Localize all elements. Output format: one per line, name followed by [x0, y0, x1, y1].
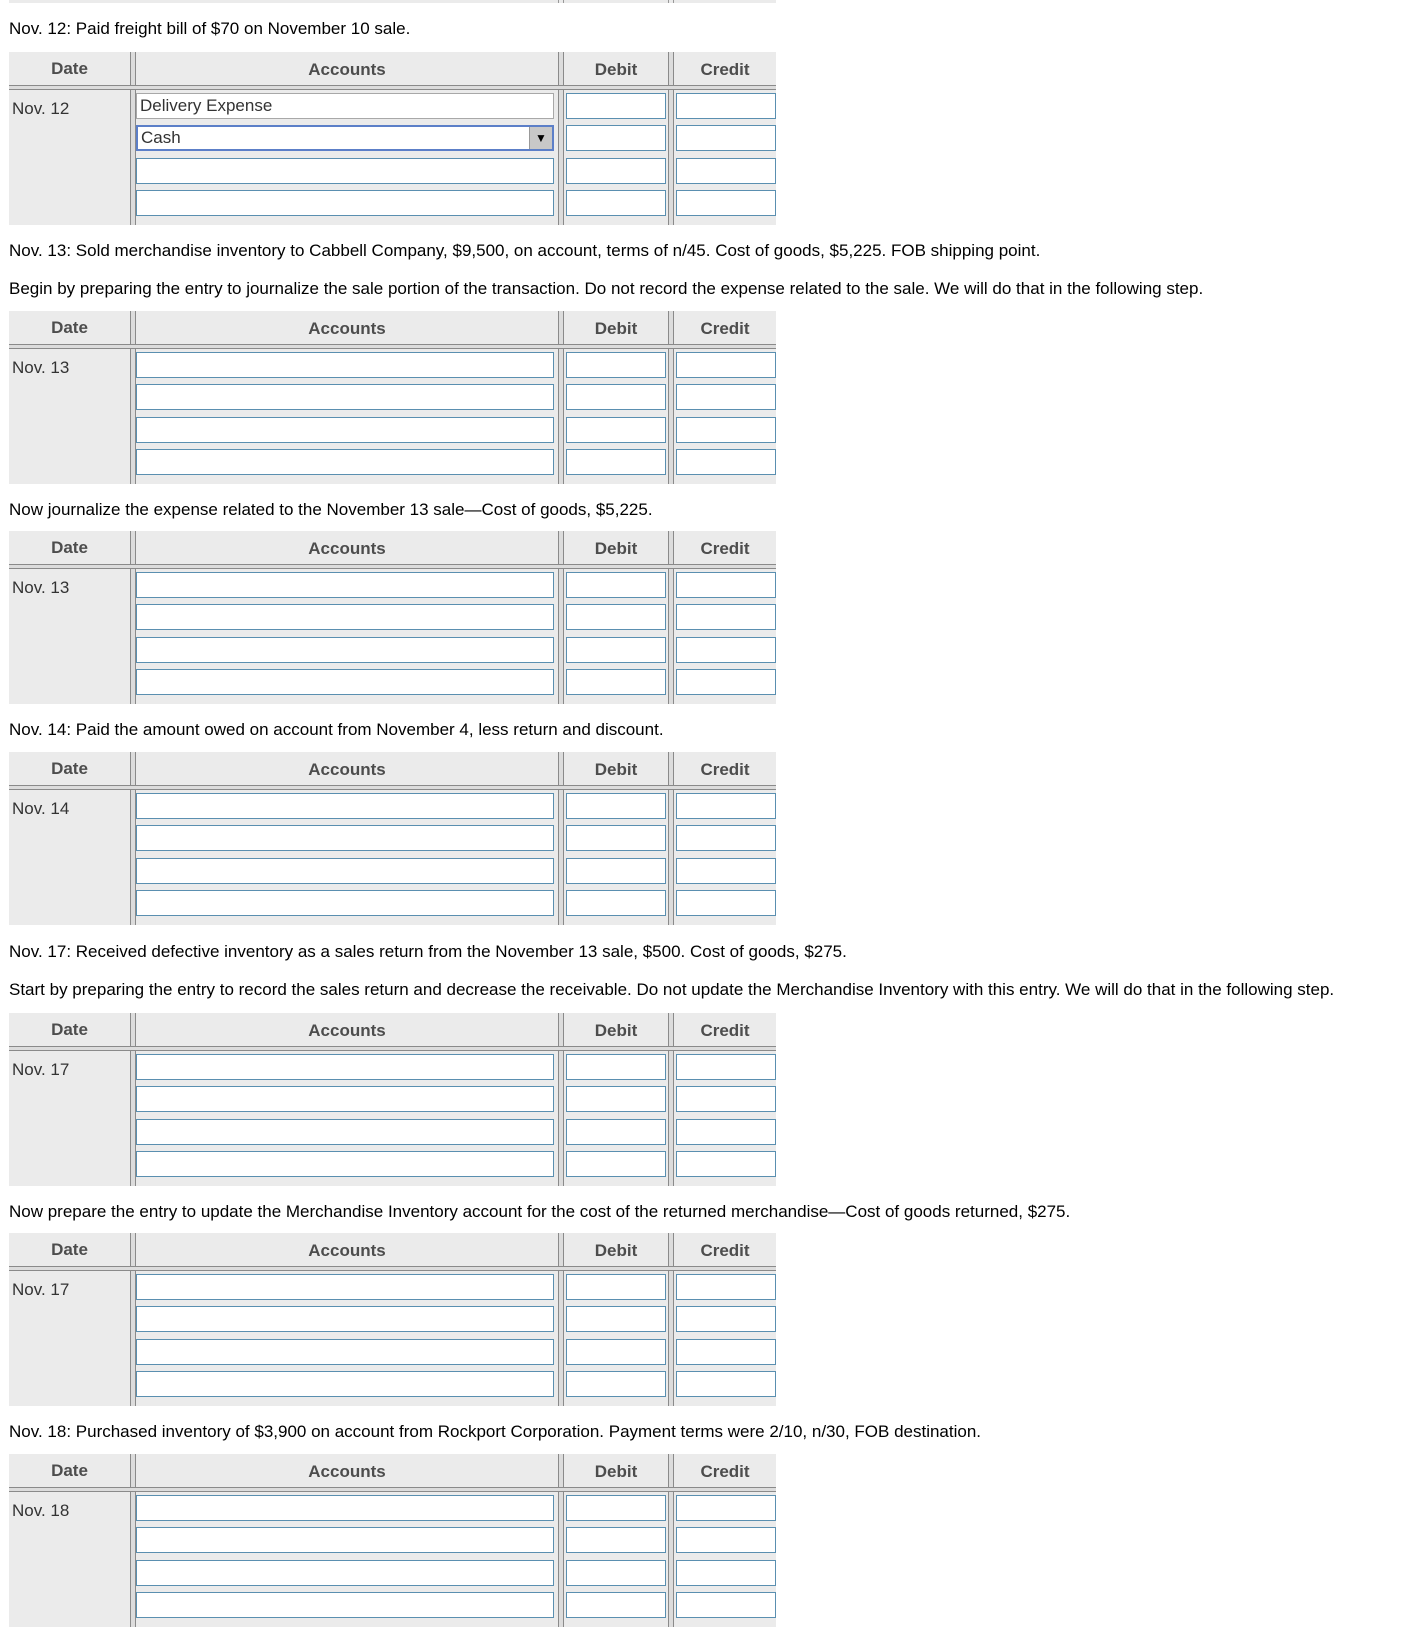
credit-input[interactable]: [676, 1560, 776, 1586]
entry-instruction: Nov. 12: Paid freight bill of $70 on November 10 sale.: [9, 19, 411, 38]
account-input[interactable]: [136, 384, 554, 410]
credit-input[interactable]: [676, 825, 776, 851]
account-input[interactable]: [136, 352, 554, 378]
entry-instruction: Nov. 14: Paid the amount owed on account from November 4, less return and discount.: [9, 720, 664, 739]
column-header-date: Date: [51, 59, 88, 78]
credit-input[interactable]: [676, 637, 776, 663]
journal-table-nov14: [9, 752, 776, 925]
credit-input[interactable]: [676, 1592, 776, 1618]
debit-input[interactable]: [566, 384, 666, 410]
entry-instruction: Nov. 13: Sold merchandise inventory to Cabbell Company, $9,500, on account, terms of n/45. Cost of goods, $5,225. FOB shipping point.: [9, 241, 1041, 260]
credit-input[interactable]: [676, 572, 776, 598]
debit-input[interactable]: [566, 1086, 666, 1112]
account-input[interactable]: [136, 1560, 554, 1586]
entry-instruction: Begin by preparing the entry to journalize the sale portion of the transaction. Do not record the expense related to the sale. We will do that in the following step.: [9, 279, 1204, 298]
account-input[interactable]: [136, 604, 554, 630]
debit-input[interactable]: [566, 637, 666, 663]
column-header-debit: Debit: [594, 319, 638, 338]
credit-input[interactable]: [676, 669, 776, 695]
account-input[interactable]: [136, 825, 554, 851]
account-input[interactable]: [136, 858, 554, 884]
debit-input[interactable]: [566, 793, 666, 819]
entry-date: Nov. 17: [12, 1280, 70, 1299]
credit-input[interactable]: [676, 93, 776, 119]
entry-instruction: Now prepare the entry to update the Merchandise Inventory account for the cost of the returned merchandise—Cost of goods returned, $275.: [9, 1202, 1071, 1221]
entry-date: Nov. 13: [12, 578, 70, 597]
column-header-debit: Debit: [594, 539, 638, 558]
account-input[interactable]: [136, 1371, 554, 1397]
debit-input[interactable]: [566, 158, 666, 184]
account-input[interactable]: [136, 669, 554, 695]
account-input[interactable]: [136, 572, 554, 598]
credit-input[interactable]: [676, 158, 776, 184]
credit-input[interactable]: [676, 190, 776, 216]
debit-input[interactable]: [566, 449, 666, 475]
column-header-date: Date: [51, 538, 88, 557]
entry-date: Nov. 14: [12, 799, 70, 818]
debit-input[interactable]: [566, 1151, 666, 1177]
credit-input[interactable]: [676, 1151, 776, 1177]
column-header-debit: Debit: [594, 1021, 638, 1040]
column-header-accounts: Accounts: [308, 539, 386, 558]
column-header-credit: Credit: [700, 760, 750, 779]
credit-input[interactable]: [676, 858, 776, 884]
credit-input[interactable]: [676, 1339, 776, 1365]
column-header-credit: Credit: [700, 60, 750, 79]
column-header-credit: Credit: [700, 1021, 750, 1040]
column-header-accounts: Accounts: [308, 760, 386, 779]
column-header-debit: Debit: [594, 1241, 638, 1260]
debit-input[interactable]: [566, 1527, 666, 1553]
account-input[interactable]: [136, 1306, 554, 1332]
debit-input[interactable]: [566, 190, 666, 216]
credit-input[interactable]: [676, 1527, 776, 1553]
credit-input[interactable]: [676, 1119, 776, 1145]
account-input[interactable]: [136, 1086, 554, 1112]
column-header-date: Date: [51, 1461, 88, 1480]
account-input[interactable]: [136, 1592, 554, 1618]
debit-input[interactable]: [566, 1560, 666, 1586]
entry-date: Nov. 18: [12, 1501, 70, 1520]
column-header-credit: Credit: [700, 1462, 750, 1481]
column-header-date: Date: [51, 1020, 88, 1039]
column-header-accounts: Accounts: [308, 60, 386, 79]
account-input[interactable]: [136, 417, 554, 443]
credit-input[interactable]: [676, 352, 776, 378]
debit-input[interactable]: [566, 1371, 666, 1397]
account-input[interactable]: [136, 1274, 554, 1300]
entry-date: Nov. 17: [12, 1060, 70, 1079]
column-header-credit: Credit: [700, 539, 750, 558]
journal-table-nov13-sale: [9, 311, 776, 484]
debit-input[interactable]: [566, 1119, 666, 1145]
debit-input[interactable]: [566, 1339, 666, 1365]
debit-input[interactable]: [566, 417, 666, 443]
entry-date: Nov. 12: [12, 99, 70, 118]
account-input[interactable]: [136, 449, 554, 475]
credit-input[interactable]: [676, 890, 776, 916]
entry-instruction: Nov. 17: Received defective inventory as a sales return from the November 13 sale, $500. Cost of goods, $275.: [9, 942, 847, 961]
column-header-accounts: Accounts: [308, 319, 386, 338]
column-header-debit: Debit: [594, 760, 638, 779]
account-input[interactable]: [136, 1527, 554, 1553]
credit-input[interactable]: [676, 125, 776, 151]
credit-input[interactable]: [676, 1054, 776, 1080]
column-header-accounts: Accounts: [308, 1021, 386, 1040]
account-input[interactable]: [136, 890, 554, 916]
account-input[interactable]: [136, 637, 554, 663]
column-header-credit: Credit: [700, 1241, 750, 1260]
credit-input[interactable]: [676, 1274, 776, 1300]
column-header-date: Date: [51, 759, 88, 778]
column-header-date: Date: [51, 318, 88, 337]
credit-input[interactable]: [676, 1306, 776, 1332]
debit-input[interactable]: [566, 604, 666, 630]
credit-input[interactable]: [676, 1495, 776, 1521]
entry-date: Nov. 13: [12, 358, 70, 377]
debit-input[interactable]: [566, 1592, 666, 1618]
debit-input[interactable]: [566, 93, 666, 119]
account-input[interactable]: [136, 1054, 554, 1080]
credit-input[interactable]: [676, 1371, 776, 1397]
debit-input[interactable]: [566, 1306, 666, 1332]
credit-input[interactable]: [676, 1086, 776, 1112]
debit-input[interactable]: [566, 669, 666, 695]
account-input[interactable]: [136, 1119, 554, 1145]
account-input[interactable]: [136, 793, 554, 819]
account-input[interactable]: [136, 1339, 554, 1365]
account-select[interactable]: [136, 125, 554, 151]
credit-input[interactable]: [676, 793, 776, 819]
column-header-debit: Debit: [594, 60, 638, 79]
credit-input[interactable]: [676, 417, 776, 443]
account-select-value: Cash: [141, 128, 181, 147]
journal-table-nov12: [9, 52, 776, 225]
credit-input[interactable]: [676, 384, 776, 410]
journal-table-nov18: [9, 1454, 776, 1627]
account-input[interactable]: [136, 158, 554, 184]
debit-input[interactable]: [566, 352, 666, 378]
debit-input[interactable]: [566, 1274, 666, 1300]
previous-table-edge: [9, 0, 776, 3]
column-header-accounts: Accounts: [308, 1462, 386, 1481]
account-input[interactable]: [136, 1151, 554, 1177]
entry-instruction: Now journalize the expense related to the November 13 sale—Cost of goods, $5,225.: [9, 500, 653, 519]
account-input[interactable]: [136, 190, 554, 216]
column-header-debit: Debit: [594, 1462, 638, 1481]
column-header-credit: Credit: [700, 319, 750, 338]
journal-table-nov17-return: [9, 1013, 776, 1186]
debit-input[interactable]: [566, 125, 666, 151]
journal-table-nov13-cost: [9, 531, 776, 704]
column-header-accounts: Accounts: [308, 1241, 386, 1260]
journal-table-nov17-inventory: [9, 1233, 776, 1406]
entry-instruction: Nov. 18: Purchased inventory of $3,900 on account from Rockport Corporation. Payment terms were 2/10, n/30, FOB destination.: [9, 1422, 982, 1441]
debit-input[interactable]: [566, 858, 666, 884]
debit-input[interactable]: [566, 890, 666, 916]
debit-input[interactable]: [566, 825, 666, 851]
account-input[interactable]: [136, 1495, 554, 1521]
entry-instruction: Start by preparing the entry to record the sales return and decrease the receivable. Do not update the Merchandise Inventory with this entry. We will do that in the following step.: [9, 980, 1335, 999]
credit-input[interactable]: [676, 604, 776, 630]
debit-input[interactable]: [566, 1054, 666, 1080]
debit-input[interactable]: [566, 572, 666, 598]
triangle-down-icon[interactable]: ▼: [529, 127, 552, 149]
credit-input[interactable]: [676, 449, 776, 475]
column-header-date: Date: [51, 1240, 88, 1259]
debit-input[interactable]: [566, 1495, 666, 1521]
account-input[interactable]: Delivery Expense: [136, 93, 554, 119]
